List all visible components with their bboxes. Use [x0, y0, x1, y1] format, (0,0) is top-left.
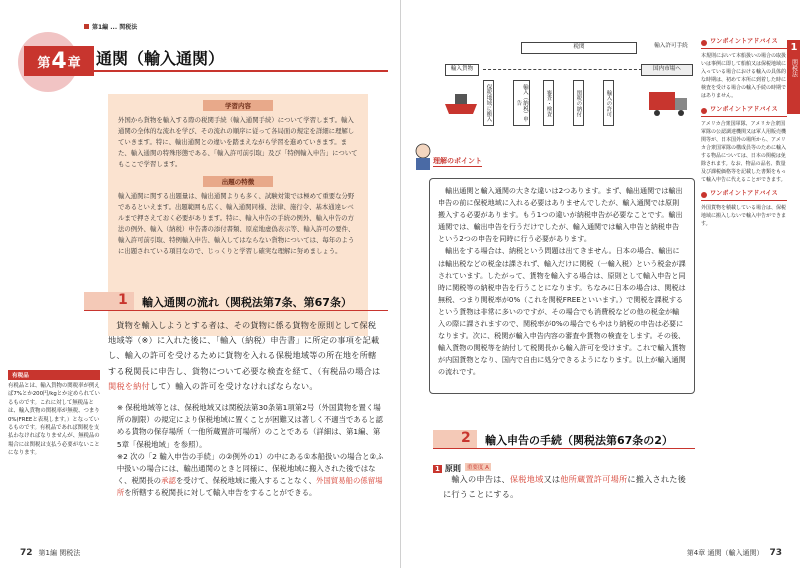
right-page: [400, 0, 800, 568]
step-declaration: 輸入（納税）申告: [513, 80, 530, 126]
subsection-heading: 1 原則 重要度 A: [435, 464, 489, 473]
arrival-box: 輸入貨物: [445, 64, 479, 76]
step-bonded-area: 保税地域に搬入: [483, 80, 494, 126]
notes: ※ 保税地域等とは、保税地域又は関税法第30条第1項第2号（外国貨物を置く場所の制限）の規定により保税地域に置くことが困難又は著しく不適当であると認める貨物の保存場所（一他所蔵置許可場所）のことである（詳細は、第1編、第5章「保税地域」を参照）。 ※2 次の「2 輸入申告の手続」の②例外の1）の中にある①本船扱いの場合と②ふ中扱いの場合には、輸出通関のときと同様に、保税地域に搬入された後ではなく、税関長の承認を受けて、保税地域に搬入することなく、外国貿易船の係留場所を所轄する税関長に対して輸入申告をすることができる。: [116, 403, 384, 498]
step-permit: 輸入の許可: [603, 80, 614, 126]
advice-column: [701, 38, 787, 234]
sidebar-note: 有税品 有税品とは、輸入貨物の関税率が例えば7%とか200円/kgとか定められているものです。これに対して無税品とは、輸入貨物の関税率が無税、つまり0%(FREEと表現します。）となっているものです。有税品であれば関税を支払わなければなりませんが、無税品の場合には関税は支払う必要がないことになります。: [8, 370, 100, 458]
import-flow-diagram: [443, 38, 693, 130]
exam-header: 出題の特徴: [203, 176, 273, 187]
point-box: 輸出通関と輸入通関の大きな違いは2つあります。まず、輸出通関では輸出申告の前に保税地域に入れる必要はありませんでしたが、輸入通関では原則搬入する必要があります。もう1つの違いが納税申告が必要なことです。輸出通関では、輸出申告を行うだけでしたが、輸入通関では輸入申告と納税申告という2つの申告を同時に行う必要があります。 輸出をする場合は、納税という問題は出てきません。日本の場合、輸出には輸出税などの税金は課されず、輸入だけに関税（一輸入税）という税金が課されています。したがって、貨物を輸入する場合は、原則として輸入申告と同時に関税等の納税申告を行うことになります。ちなみに日本の場合は、関税は無税、つまり関税率が0%（これを関税FREEといいます。）で関税を課税するという貨物は非常に多いのですが、その場合でも消費税などの他の税金が輸入の際に課されますので、関税率が0%の場合でもやはり納税の申告は必要になります。次に、税関が輸入申告内容の審査や貨物の検査をします。その後、輸入貨物の関税等を納付して税関長から輸入許可を受けます。これで輸入貨物が内国貨物となり、国内で自由に処分できるようになります。以上が輸入通関の流れです。: [429, 178, 695, 394]
permit-label: 輸入許可手続: [643, 42, 699, 54]
advice-1: ワンポイントアドバイス 本規則において本船扱いの場合の取扱いは事例に即して船舶又は保税地域に入っている場合における輸入の具体的な時期は、初めて本所に到着した時に検査を受ける場合の輸入手続の時期ではありません。: [701, 38, 787, 99]
chapter-badge: 第 4 章: [18, 32, 92, 92]
advice-3: ワンポイントアドバイス 外国貨物を積載している場合は、保税地域に搬入しないで輸入申告ができます。: [701, 190, 787, 227]
section-2-heading: 2 輸入申告の手続（関税法第67条の2）: [433, 430, 695, 450]
section-2-body: 輸入の申告は、保税地域又は他所蔵置許可場所に搬入された後に行うことにする。: [443, 474, 687, 500]
section-1-body: 貨物を輸入しようとする者は、その貨物に係る貨物を原則として保税地域等（※）に入れた後に、「輸入（納税）申告書」に所定の事項を記載し、輸入の許可を受けるために貨物を入れる保税地域等の所在地を所轄する税関長に申告し、貨物について必要な検査を経て、（有税品の場合は関税を納付して）輸入の許可を受けなければならない。: [108, 320, 381, 391]
study-text: 外国から貨物を輸入する際の税関手続（輸入通関手続）について学習します。輸入通関の全体的な流れを学び、その流れの順序に従って各局面の規定を詳細に理解していきます。特に、輸出通関との違いを踏まえながら学習を進めていきます。また、輸入通関の特殊形態である、「輸入許可前引取」及び「特例輸入申告」についてもここで学習します。: [118, 116, 358, 168]
step-payment: 関税の納付: [573, 80, 584, 126]
exam-text: 輸入通関に関する出題量は、輸出通関よりも多く、試験対策では極めて重要な分野であるといえます。出題範囲も広く、輸入通関同様、法律、施行令、基本通達レベルまで押さえておく必要があります。特に、輸入申告の手続の例外、輸入申告の方法の例外、輸入（納税）申告書の添付書類、原産地虚偽表示等、輸入許可の要件、輸入許可前引取、特例輸入申告、輸入してはならない貨物については、毎年のように出題されている項目なので、じっくりと学習し確実な理解に努めましょう。: [118, 192, 355, 255]
customs-box: 税関: [521, 42, 637, 54]
step-inspection: 審査・検査: [543, 80, 554, 126]
study-header: 学習内容: [203, 100, 273, 111]
running-head: 第1編 ... 関税法: [84, 22, 137, 31]
point-label: 理解のポイント: [433, 157, 482, 165]
chapter-tab: 1 関税法: [787, 40, 800, 114]
left-footer: 72 第1編 関税法: [20, 548, 81, 558]
divider: [92, 70, 388, 72]
chapter-title: 通関（輸入通関）: [96, 49, 225, 68]
person-icon: [411, 142, 435, 172]
truck-icon: [647, 82, 691, 122]
domestic-box: 国内市場へ: [641, 64, 693, 76]
ship-icon: [443, 82, 481, 122]
section-1-heading: 1 輸入通関の流れ（関税法第7条、第67条）: [84, 292, 388, 310]
right-footer: 第4章 通関（輸入通関） 73: [686, 548, 782, 558]
advice-2: ワンポイントアドバイス アメリカ合衆国軍隊、アメリカ合衆国軍隊の公認調達機関又は軍人用販売機関等が、日本国外の場所から、アメリカ合衆国軍隊の構成員等のために輸入する物品については、日本の関税は免除されます。なお、物品の品名、数量及び課税価格等を記載した書類をもって輸入申告に代えることができます。: [701, 106, 787, 183]
